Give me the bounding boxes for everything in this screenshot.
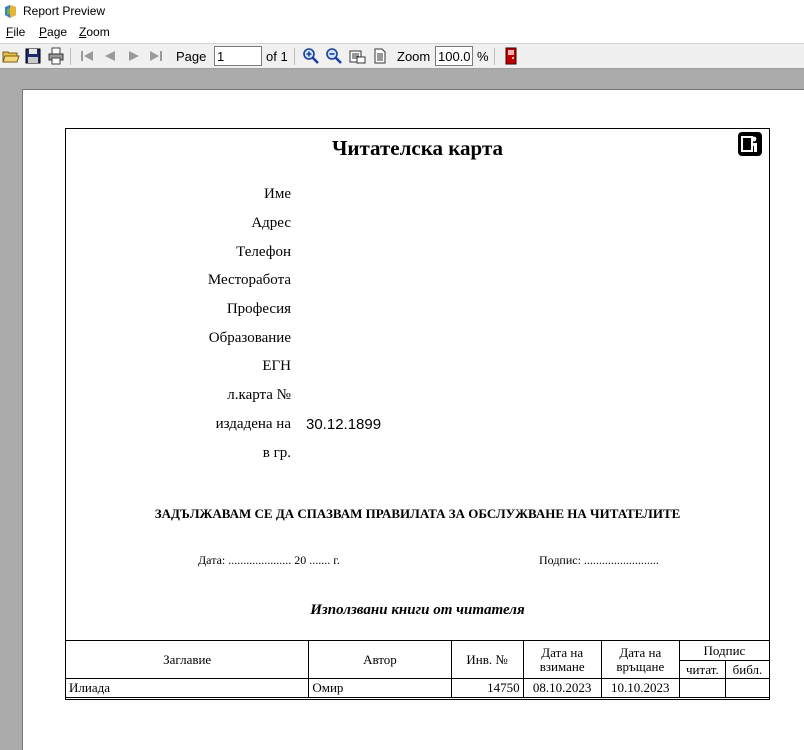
whole-page-icon[interactable]	[371, 47, 389, 65]
field-label-education: Образование	[208, 330, 291, 346]
field-label-city: в гр.	[262, 445, 291, 461]
window-title: Report Preview	[23, 4, 106, 18]
column-header-signature: Подпис	[679, 641, 769, 661]
menu-file[interactable]: File	[6, 25, 26, 39]
cell-date-returned: 10.10.2023	[601, 679, 679, 698]
open-folder-icon[interactable]	[2, 47, 20, 65]
app-icon	[3, 4, 18, 19]
page-number-input[interactable]	[214, 46, 262, 66]
zoom-label: Zoom	[397, 49, 431, 64]
exit-door-icon[interactable]	[502, 47, 520, 65]
page-count-label: of 1	[266, 49, 288, 64]
used-books-title: Използвани книги от читателя	[310, 602, 525, 618]
previous-page-icon[interactable]	[101, 47, 119, 65]
table-row	[66, 679, 770, 698]
page-width-icon[interactable]	[348, 47, 366, 65]
column-header-date-taken: Дата на взимане	[523, 641, 601, 679]
column-header-reader: читат.	[679, 661, 725, 679]
cell-librarian-signature	[725, 679, 769, 698]
save-icon[interactable]	[24, 47, 42, 65]
column-header-title: Заглавие	[66, 641, 309, 679]
cell-title: Илиада	[66, 679, 309, 698]
field-label-workplace: Месторабота	[207, 272, 291, 288]
signature-line: Подпис: .........................	[539, 553, 659, 567]
cell-author: Омир	[309, 679, 451, 698]
menu-page[interactable]: Page	[39, 25, 68, 39]
books-table	[65, 640, 770, 698]
report-frame	[65, 128, 770, 700]
pledge-text: ЗАДЪЛЖАВАМ СЕ ДА СПАЗВАМ ПРАВИЛАТА ЗА ОБСЛУЖВАНЕ НА ЧИТАТЕЛИТЕ	[154, 506, 681, 521]
field-label-phone: Телефон	[236, 244, 291, 260]
column-header-author: Автор	[309, 641, 451, 679]
cell-inv: 14750	[451, 679, 523, 698]
print-icon[interactable]	[47, 47, 65, 65]
field-label-id-card: л.карта №	[227, 387, 291, 403]
field-label-address: Адрес	[251, 215, 291, 231]
library-logo-icon	[738, 132, 762, 156]
field-label-egn: ЕГН	[262, 358, 291, 374]
toolbar-separator	[70, 48, 71, 65]
zoom-in-icon[interactable]	[302, 47, 320, 65]
next-page-icon[interactable]	[125, 47, 143, 65]
field-label-profession: Професия	[226, 301, 291, 317]
first-page-icon[interactable]	[78, 47, 96, 65]
report-page	[22, 89, 804, 750]
menu-bar	[0, 23, 804, 43]
zoom-input[interactable]	[435, 46, 473, 66]
percent-label: %	[477, 49, 489, 64]
toolbar-separator	[294, 48, 295, 65]
field-value-issued-on: 30.12.1899	[306, 416, 382, 433]
field-label-issued-on: издадена на	[215, 416, 291, 432]
toolbar	[0, 43, 804, 69]
page-label: Page	[176, 49, 207, 64]
preview-canvas[interactable]	[0, 69, 804, 729]
toolbar-separator	[494, 48, 495, 65]
column-header-inv: Инв. №	[451, 641, 523, 679]
column-header-librarian: библ.	[725, 661, 769, 679]
cell-reader-signature	[679, 679, 725, 698]
zoom-out-icon[interactable]	[325, 47, 343, 65]
report-title: Читателска карта	[331, 136, 504, 160]
cell-date-taken: 08.10.2023	[523, 679, 601, 698]
menu-zoom[interactable]: Zoom	[79, 25, 110, 39]
field-label-name: Име	[264, 186, 291, 202]
title-bar	[0, 0, 804, 23]
column-header-date-returned: Дата на връщане	[601, 641, 679, 679]
last-page-icon[interactable]	[147, 47, 165, 65]
date-line: Дата: ..................... 20 ....... г.	[198, 553, 340, 567]
